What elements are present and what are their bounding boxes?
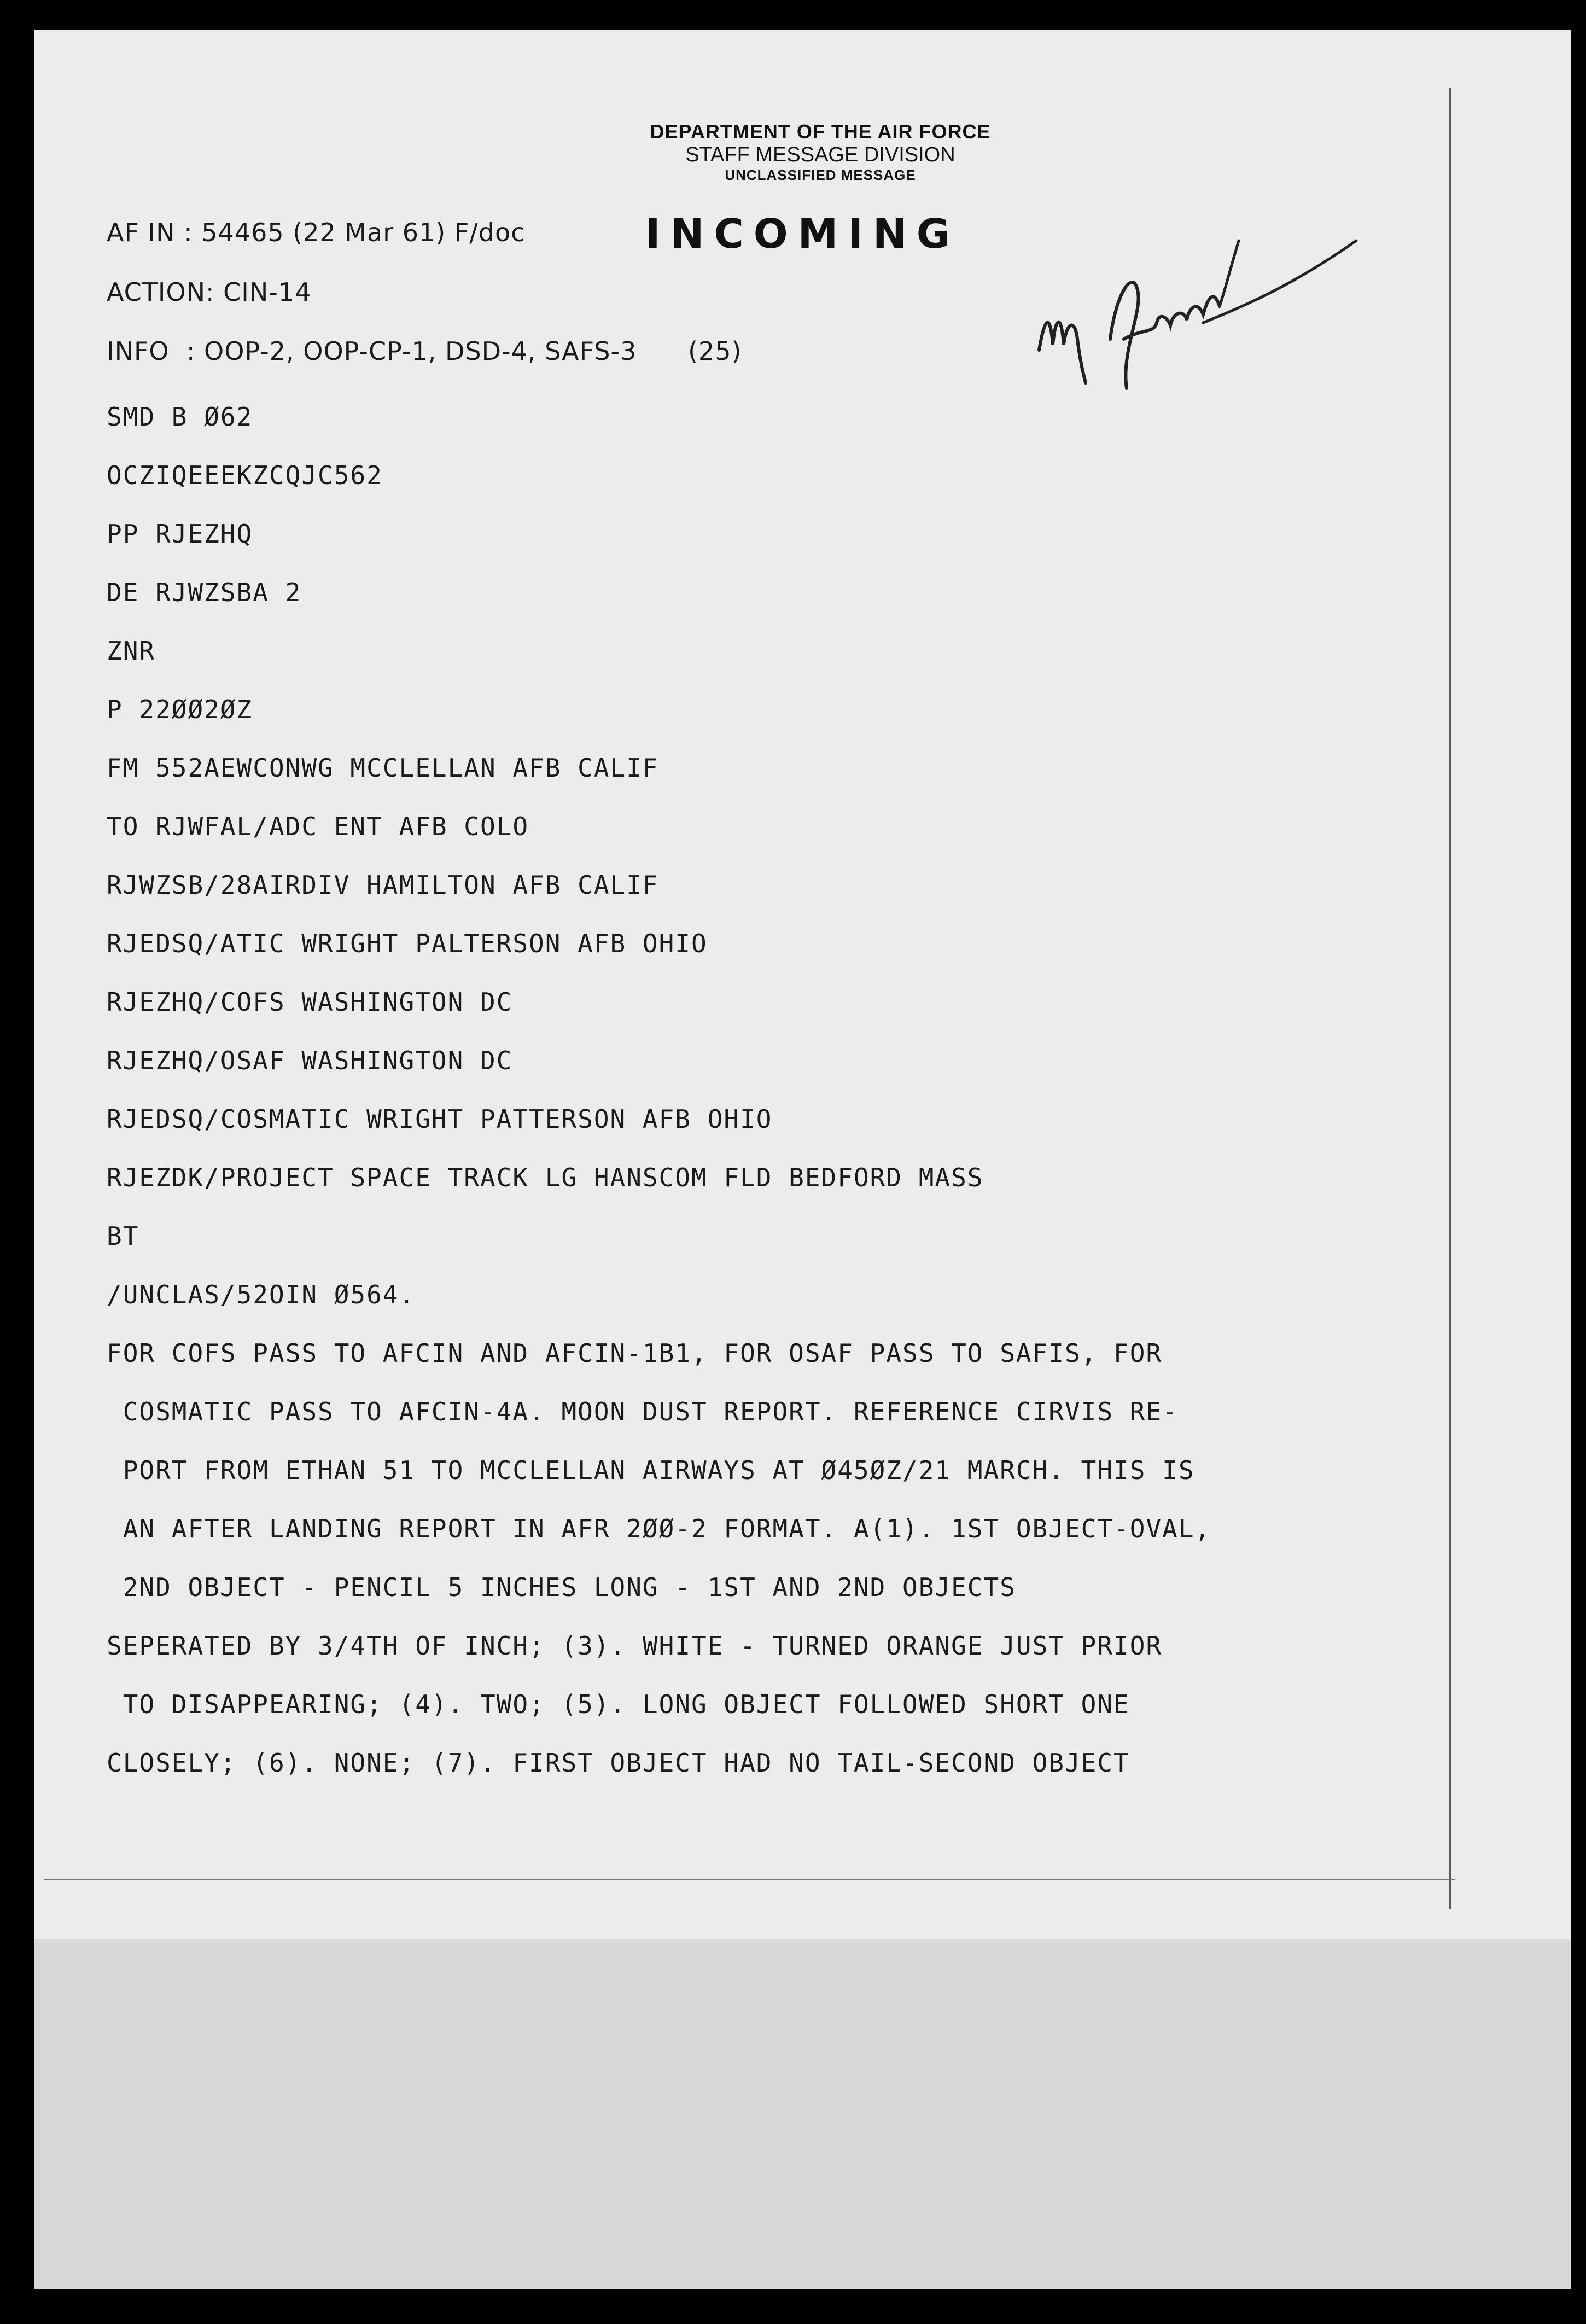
message-line: FM 552AEWCONWG MCCLELLAN AFB CALIF — [107, 753, 659, 783]
message-line: RJWZSB/28AIRDIV HAMILTON AFB CALIF — [107, 870, 659, 900]
handwritten-signature — [1028, 208, 1367, 416]
message-line: SEPERATED BY 3/4TH OF INCH; (3). WHITE - TURNED ORANGE JUST PRIOR — [107, 1631, 1163, 1661]
af-in-line: AF IN : 54465 (22 Mar 61) F/doc — [107, 218, 526, 247]
bottom-rule — [44, 1879, 1455, 1880]
message-line: PP RJEZHQ — [107, 519, 253, 549]
message-line: RJEZHQ/COFS WASHINGTON DC — [107, 987, 513, 1017]
message-line: FOR COFS PASS TO AFCIN AND AFCIN-1B1, FOR OSAF PASS TO SAFIS, FOR — [107, 1338, 1163, 1368]
message-line: RJEDSQ/COSMATIC WRIGHT PATTERSON AFB OHIO — [107, 1104, 773, 1134]
action-line: ACTION: CIN-14 — [107, 277, 312, 307]
message-line: AN AFTER LANDING REPORT IN AFR 2ØØ-2 FORMAT. A(1). 1ST OBJECT-OVAL, — [107, 1514, 1211, 1543]
message-line: ZNR — [107, 636, 156, 666]
incoming-stamp: INCOMING — [645, 211, 960, 258]
right-margin-rule — [1449, 88, 1451, 1909]
classification-line: UNCLASSIFIED MESSAGE — [725, 167, 916, 183]
info-line: INFO : OOP-2, OOP-CP-1, DSD-4, SAFS-3 (25) — [107, 336, 742, 366]
message-line: SMD B Ø62 — [107, 402, 253, 432]
message-line: COSMATIC PASS TO AFCIN-4A. MOON DUST REPORT. REFERENCE CIRVIS RE- — [107, 1397, 1179, 1426]
message-line: RJEDSQ/ATIC WRIGHT PALTERSON AFB OHIO — [107, 929, 708, 958]
message-line: TO DISAPPEARING; (4). TWO; (5). LONG OBJECT FOLLOWED SHORT ONE — [107, 1690, 1130, 1719]
message-line: 2ND OBJECT - PENCIL 5 INCHES LONG - 1ST AND 2ND OBJECTS — [107, 1572, 1016, 1602]
message-line: /UNCLAS/52OIN Ø564. — [107, 1280, 416, 1309]
message-line: DE RJWZSBA 2 — [107, 578, 302, 607]
department-title: DEPARTMENT OF THE AIR FORCE — [650, 120, 991, 143]
message-line: TO RJWFAL/ADC ENT AFB COLO — [107, 812, 529, 841]
message-line: RJEZHQ/OSAF WASHINGTON DC — [107, 1046, 513, 1075]
message-line: RJEZDK/PROJECT SPACE TRACK LG HANSCOM FLD BEDFORD MASS — [107, 1163, 984, 1192]
message-line: BT — [107, 1221, 139, 1251]
message-line: P 22ØØ2ØZ — [107, 695, 253, 724]
sheet-margin — [34, 1939, 1571, 2289]
division-title: STAFF MESSAGE DIVISION — [685, 143, 955, 166]
message-line: PORT FROM ETHAN 51 TO MCCLELLAN AIRWAYS AT Ø45ØZ/21 MARCH. THIS IS — [107, 1455, 1195, 1485]
message-line: OCZIQEEEKZCQJC562 — [107, 461, 383, 490]
letterhead — [574, 120, 1066, 184]
message-line: CLOSELY; (6). NONE; (7). FIRST OBJECT HAD NO TAIL-SECOND OBJECT — [107, 1748, 1130, 1778]
